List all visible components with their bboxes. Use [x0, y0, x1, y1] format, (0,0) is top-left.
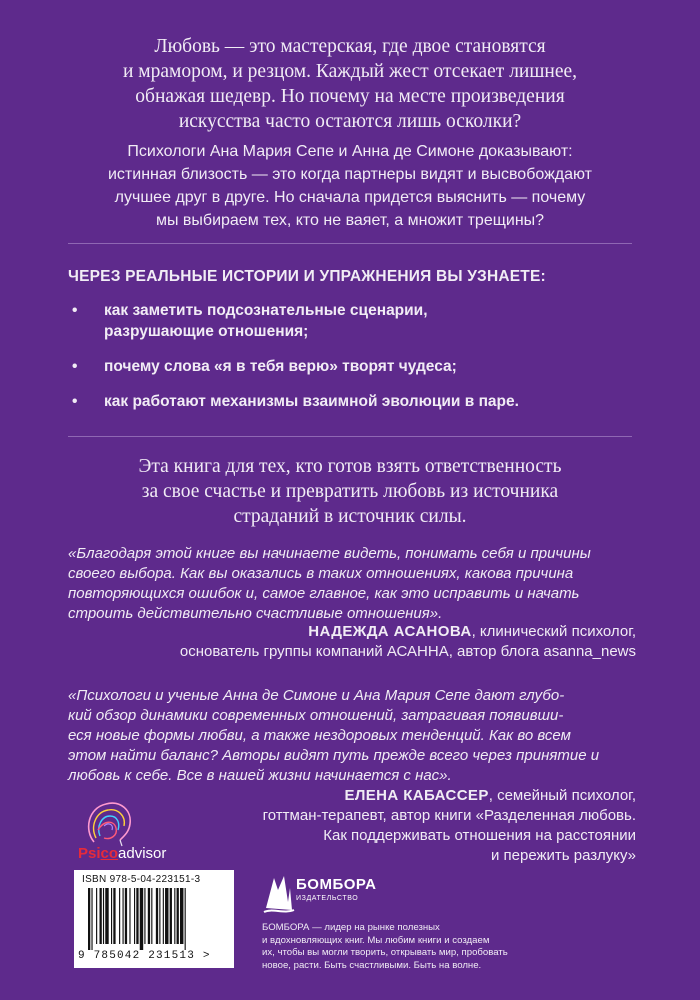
publisher-name: БОМБОРА [296, 876, 377, 893]
publisher-subtitle: ИЗДАТЕЛЬСТВО [296, 895, 359, 902]
quote-line: еся новые формы любви, а также нездоровых тенденций. Как во всем [68, 727, 571, 744]
quote-line: повторяющихся ошибок и, самое главное, как это исправить и начать [68, 585, 580, 602]
intro2-line: Психологи Ана Мария Сепе и Анна де Симоне доказывают: [127, 143, 573, 160]
author-role-line: Как поддерживать отношения на расстоянии [323, 827, 636, 844]
publisher-description [262, 922, 532, 972]
list-item-line: как заметить подсознательные сценарии, [104, 302, 428, 319]
publisher-desc-line: БОМБОРА — лидер на рынке полезных [262, 922, 440, 933]
list-item [68, 300, 638, 342]
attribution-asanova [116, 622, 636, 662]
quote-asanova [68, 544, 636, 624]
author-role: , семейный психолог, [488, 787, 636, 804]
intro-line: искусства часто остаются лишь осколки? [178, 111, 522, 132]
quote-line: этом найти баланс? Авторы видят путь прежде всего через принятие и [68, 747, 600, 764]
quote-line: своего выбора. Как вы оказались в таких отношениях, какова причина [68, 565, 574, 582]
author-role-line: основатель группы компаний АСАННА, автор блога asanna_news [179, 643, 636, 660]
quote-line: любовь к себе. Все в нашей жизни начинается с нас». [68, 767, 452, 784]
author-name: ЕЛЕНА КАБАССЕР [344, 787, 489, 804]
bullet-icon: • [72, 358, 78, 375]
list-item [68, 356, 638, 377]
learning-list [68, 300, 638, 425]
statement-paragraph [60, 454, 640, 529]
divider-bottom [68, 436, 632, 437]
intro-line: Любовь — это мастерская, где двое становятся [154, 36, 546, 57]
author-name: НАДЕЖДА АСАНОВА [308, 623, 472, 640]
quote-line: «Благодаря этой книге вы начинаете видеть, понимать себя и причины [68, 545, 591, 562]
list-item [68, 391, 638, 412]
quote-line: кий обзор динамики современных отношений, затрагивая появивши- [68, 707, 564, 724]
author-role-line: готтман-терапевт, автор книги «Разделенная любовь. [262, 807, 636, 824]
intro2-line: лучшее друг в друге. Но сначала придется выяснить — почему [114, 189, 586, 206]
publisher-desc-line: и вдохновляющих книг. Мы любим книги и создаем [262, 934, 490, 946]
divider-top [68, 243, 632, 244]
intro-line: обнажая шедевр. Но почему на месте произведения [135, 86, 565, 107]
publisher-desc-line: новое, расти. Быть счастливыми. Быть на волне. [262, 959, 482, 971]
list-heading: ЧЕРЕЗ РЕАЛЬНЫЕ ИСТОРИИ И УПРАЖНЕНИЯ ВЫ УЗНАЕТЕ: [68, 268, 546, 285]
author-role-line: и пережить разлуку» [490, 847, 636, 864]
barcode-digits: 9 785042 231513 > [78, 950, 211, 962]
intro2-line: мы выбираем тех, кто не ваяет, а множит трещины? [155, 212, 545, 229]
quote-kabasser [68, 686, 636, 786]
barcode-box [74, 870, 234, 968]
list-item-line: как работают механизмы взаимной эволюции в паре. [104, 393, 519, 410]
intro2-line: истинная близость — это когда партнеры видят и высвобождают [107, 166, 592, 183]
quote-line: «Психологи и ученые Анна де Симоне и Ана Мария Сепе дают глубо- [68, 687, 565, 704]
statement-line: страданий в источник силы. [233, 506, 467, 527]
bullet-icon: • [72, 393, 78, 410]
intro-line: и мрамором, и резцом. Каждый жест отсекает лишнее, [122, 61, 578, 82]
publisher-desc-line: их, чтобы вы могли творить, открывать мир, пробовать [262, 947, 508, 958]
statement-line: Эта книга для тех, кто готов взять ответственность [138, 456, 562, 477]
bullet-icon: • [72, 302, 78, 319]
list-item-line: разрушающие отношения; [104, 323, 309, 340]
author-role: , клинический психолог, [471, 623, 636, 640]
intro-secondary-paragraph [60, 140, 640, 232]
statement-line: за свое счастье и превратить любовь из источника [141, 481, 559, 502]
quote-line: строить действительно счастливые отношения». [68, 605, 443, 622]
barcode-icon [86, 888, 226, 950]
psycoadvisor-logo: Psicoadvisor [78, 845, 167, 862]
intro-paragraph [60, 34, 640, 134]
isbn-text: ISBN 978-5-04-223151-3 [82, 874, 201, 885]
list-item-line: почему слова «я в тебя верю» творят чудеса; [104, 358, 457, 375]
